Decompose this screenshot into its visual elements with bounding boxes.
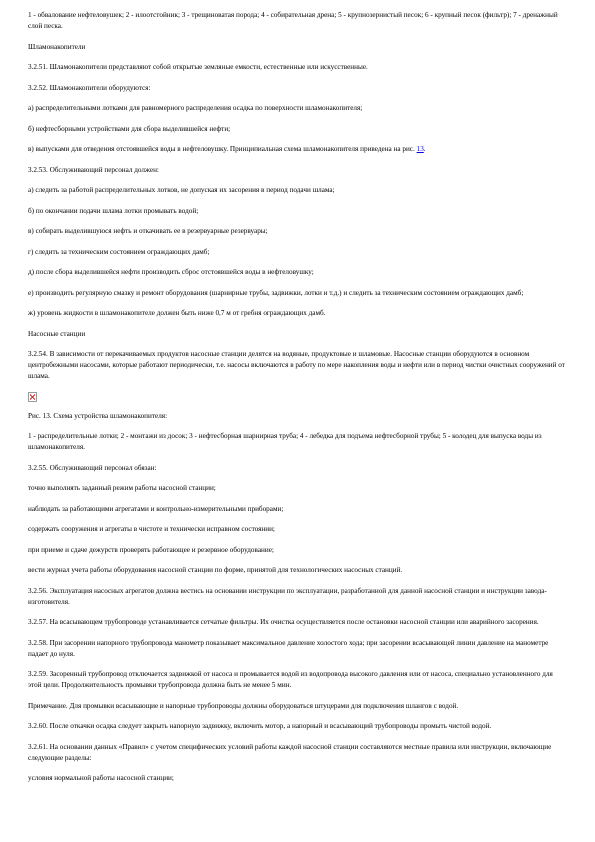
list-item-v-text: в) выпусками для отведения отстоявшейся воды в нефтеловушку. Принципиальная схема шламонакопителя приведена на рис.: [28, 145, 417, 153]
paragraph-3-2-54: 3.2.54. В зависимости от перекачиваемых продуктов насосные станции делятся на водяные, продуктовые и шламовые. Насосные станции оборудуются в основном центробежными насосами, которые работают периодически, т.е. насосы включаются в работу по мере накопления воды и нефти или в период чистки очистных сооружений от шлама.: [28, 350, 565, 380]
list-item-b: б) нефтесборными устройствами для сбора выделившейся нефти;: [28, 124, 231, 133]
staff-duty-1: точно выполнять заданный режим работы насосной станции;: [28, 484, 216, 492]
note-paragraph: Примечание. Для промывки всасывающие и напорные трубопроводы должны оборудоваться штуцерами для подключения шлангов с водой.: [28, 701, 459, 710]
figure-13-caption: Рис. 13. Схема устройства шламонакопителя:: [28, 411, 168, 420]
paragraph-3-2-60: 3.2.60. После откачки осадка следует закрыть напорную задвижку, включить мотор, а напорный и всасывающий трубопроводы промыть чистой водой.: [28, 722, 492, 730]
staff-duty-5: вести журнал учета работы оборудования насосной станции по форме, принятой для технологических насосных станций.: [28, 566, 403, 574]
duty-item-b: б) по окончании подачи шлама лотки промывать водой;: [28, 206, 199, 215]
paragraph-3-2-56: 3.2.56. Эксплуатация насосных агрегатов должна вестись на основании инструкции по эксплуатации, разработанной для данной насосной станции и инструкции завода-изготовителя.: [28, 586, 547, 606]
paragraph-3-2-57: 3.2.57. На всасывающем трубопроводе устанавливается сетчатые фильтры. Их очистка осуществляется после остановки насосной станции или аварийного засорения.: [28, 618, 539, 626]
paragraph-3-2-61: 3.2.61. На основании данных «Правил» с учетом специфических условий работы каждой насосной станции составляются местные правила или инструкции, включающие следующие разделы:: [28, 742, 552, 762]
paragraph-3-2-59: 3.2.59. Засоренный трубопровод отключается задвижкой от насоса и промывается водой из водопровода высокого давления или от насоса, специально установленного для этой цели. Продолжительность промывки трубопровода должна быть не менее 5 мин.: [28, 670, 553, 689]
section-heading-pump-stations: Насосные станции: [28, 329, 86, 338]
paragraph-3-2-55: 3.2.55. Обслуживающий персонал обязан:: [28, 463, 157, 472]
duty-item-g: г) следить за техническим состоянием ограждающих дамб;: [28, 247, 210, 256]
section-heading-sludge-collectors: Шламонакопители: [28, 42, 86, 51]
duty-item-e: е) производить регулярную смазку и ремонт оборудования (шарнирные трубы, задвижки, лотки и т.д.) и следить за техническим состоянием ограждающих дамб;: [28, 288, 524, 297]
duty-item-d: д) после сбора выделившейся нефти производить сброс отстоявшейся воды в нефтеловушку;: [28, 268, 314, 276]
paragraph-3-2-53: 3.2.53. Обслуживающий персонал должен:: [28, 165, 159, 174]
paragraph-3-2-58: 3.2.58. При засорении напорного трубопровода манометр показывает максимальное давление холостого хода; при засорении всасывающей линии давление на манометре падает до нуля.: [28, 638, 549, 658]
rules-section-item-1: условия нормальной работы насосной станции;: [28, 774, 174, 782]
staff-duty-4: при приеме и сдаче дежурств проверять работающее и резервное оборудование;: [28, 545, 274, 554]
list-item-v: в) выпусками для отведения отстоявшейся воды в нефтеловушку. Принципиальная схема шламонакопителя приведена на рис. 13.: [28, 145, 426, 153]
list-item-a: а) распределительными лотками для равномерного распределения осадка по поверхности шламонакопителя;: [28, 104, 363, 112]
duty-item-a: а) следить за работой распределительных лотков, не допуская их засорения в период подачи шлама;: [28, 186, 335, 194]
paragraph-3-2-51: 3.2.51. Шламонакопители представляют собой открытые земляные емкости, естественные или искусственные.: [28, 63, 368, 71]
document-page: [28, 10, 568, 794]
staff-duty-2: наблюдать за работающими агрегатами и контрольно-измерительными приборами;: [28, 504, 284, 513]
broken-image-icon: [28, 392, 37, 402]
duty-item-v: в) собирать выделившуюся нефть и откачивать ее в резервуарные резервуары;: [28, 227, 268, 235]
duty-item-zh: ж) уровень жидкости в шламонакопителе должен быть ниже 0,7 м от гребня ограждающих дамб.: [28, 309, 326, 317]
figure-13-link[interactable]: 13: [416, 145, 424, 153]
figure-legend-previous: 1 - обвалование нефтеловушек; 2 - илоотстойник; 3 - трещиноватая порода; 4 - собирательная дрена; 5 - крупнозернистый песок; 6 - крупный песок (фильтр); 7 - дренажный слой песка.: [28, 11, 558, 30]
staff-duty-3: содержать сооружения и агрегаты в чистоте и технически исправном состоянии;: [28, 525, 275, 533]
figure-13-legend: 1 - распределительные лотки; 2 - монтажи из досок; 3 - нефтесборная шарнирная труба; 4 - лебедка для подъема нефтесборной трубы; 5 - колодец для выпуска воды из шламонакопителя.: [28, 432, 542, 451]
paragraph-3-2-52: 3.2.52. Шламонакопители оборудуются:: [28, 83, 151, 92]
